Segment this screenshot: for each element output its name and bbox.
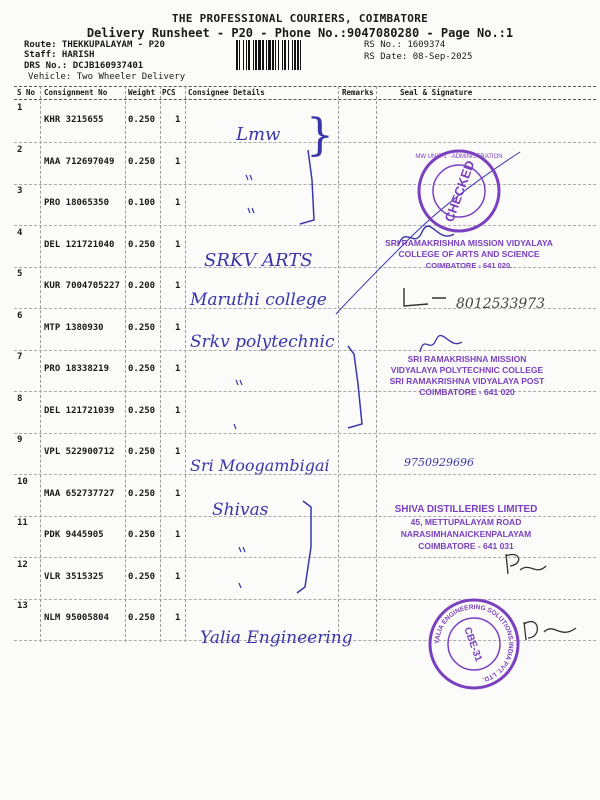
cell-consignment: DEL 121721040 xyxy=(44,239,115,250)
signature-4 xyxy=(500,548,550,578)
signature-3 xyxy=(416,332,466,356)
cell-consignment: KHR 3215655 xyxy=(44,115,104,125)
cell-pcs: 1 xyxy=(175,364,181,374)
cell-pcs: 1 xyxy=(175,447,181,457)
cell-pcs: 1 xyxy=(175,571,181,582)
cell-sno: 3 xyxy=(17,186,23,196)
yalia-stamp xyxy=(426,596,522,692)
col-remarks: Remarks xyxy=(342,88,374,97)
cell-pcs: 1 xyxy=(175,405,181,416)
handwriting-yalia: Yalia Engineering xyxy=(200,628,353,648)
cell-sno: 9 xyxy=(17,435,23,445)
rs-number: RS No.: 1609374 xyxy=(364,40,446,50)
handwriting-maruthi: Maruthi college xyxy=(190,290,327,310)
handwriting-moogambigai: Sri Moogambigai xyxy=(190,456,330,475)
cell-consignment: DEL 121721039 xyxy=(44,405,115,416)
ditto-bracket xyxy=(240,120,330,230)
ditto-bracket-2 xyxy=(230,340,370,440)
company-name: THE PROFESSIONAL COURIERS, COIMBATORE xyxy=(171,12,429,25)
rs-date: RS Date: 08-Sep-2025 xyxy=(364,52,473,62)
yalia-ring-text: YALIA ENGINEERING SOLUTIONS INDIA PVT. LTD. xyxy=(433,603,515,683)
col-consignment: Consignment No xyxy=(44,88,108,97)
cell-consignment: PRO 18065350 xyxy=(44,198,110,208)
cell-consignment: VLR 3515325 xyxy=(44,571,104,582)
col-pcs: PCS xyxy=(162,88,176,97)
col-consignee: Consignee Details xyxy=(188,88,265,97)
checked-stamp xyxy=(414,146,504,236)
cell-sno: 12 xyxy=(17,559,28,570)
handwriting-srkv-poly: Srkv polytechnic xyxy=(190,332,335,352)
brace-mark: } xyxy=(306,110,334,161)
cell-pcs: 1 xyxy=(175,198,181,208)
cell-weight: 0.250 xyxy=(128,156,156,167)
cell-weight: 0.200 xyxy=(128,281,156,291)
yalia-center-text: CBE-31 xyxy=(461,625,484,664)
cell-pcs: 1 xyxy=(175,239,181,250)
cell-weight: 0.100 xyxy=(128,198,156,208)
cell-pcs: 1 xyxy=(175,115,181,125)
ditto-bracket-3 xyxy=(225,495,335,605)
cell-sno: 6 xyxy=(17,310,23,321)
cell-consignment: VPL 522900712 xyxy=(44,447,115,457)
cell-weight: 0.250 xyxy=(128,571,156,582)
cell-weight: 0.250 xyxy=(128,530,156,540)
drs-number: DRS No.: DCJB160937401 xyxy=(24,61,144,71)
signature-phone-2: 9750929696 xyxy=(404,456,474,469)
runsheet-title: Delivery Runsheet - P20 - Phone No.:9047080280 - Page No.:1 xyxy=(86,26,514,40)
handwriting-shivas: Shivas xyxy=(212,500,269,520)
cell-weight: 0.250 xyxy=(128,405,156,416)
college-arts-stamp: SRI RAMAKRISHNA MISSION VIDYALAYA COLLEGE OF ARTS AND SCIENCE COIMBATORE - 641 020. xyxy=(385,238,553,270)
col-weight: Weight xyxy=(128,88,156,97)
cell-weight: 0.250 xyxy=(128,488,156,499)
cell-consignment: MAA 712697049 xyxy=(44,156,115,167)
col-seal: Seal & Signature xyxy=(400,88,473,97)
cell-sno: 2 xyxy=(17,144,23,155)
cell-pcs: 1 xyxy=(175,156,181,167)
table-header xyxy=(14,86,596,100)
cell-sno: 13 xyxy=(17,601,28,611)
signature-5 xyxy=(520,614,580,644)
cell-pcs: 1 xyxy=(175,322,181,333)
checked-ring-text: MW UNIT-1 · ADMINISTRATION xyxy=(415,154,503,160)
cell-weight: 0.250 xyxy=(128,364,156,374)
barcode xyxy=(236,40,360,70)
cell-consignment: MAA 652737727 xyxy=(44,488,115,499)
cell-sno: 5 xyxy=(17,269,23,279)
checked-word: CHECKED xyxy=(441,158,478,224)
vehicle-text: Vehicle: Two Wheeler Delivery xyxy=(28,72,186,82)
staff-text: Staff: HARISH xyxy=(24,50,95,60)
cell-weight: 0.250 xyxy=(128,239,156,250)
cell-sno: 7 xyxy=(17,352,23,362)
cell-sno: 8 xyxy=(17,393,23,404)
signature-phone-1: 8012533973 xyxy=(456,296,546,312)
polytechnic-stamp: SRI RAMAKRISHNA MISSION VIDYALAYA POLYTECHNIC COLLEGE SRI RAMAKRISHNA VIDYALAYA POST COIMBATORE - 641 020 xyxy=(389,354,545,397)
col-sno: S No xyxy=(17,88,36,97)
cell-pcs: 1 xyxy=(175,613,181,623)
cell-pcs: 1 xyxy=(175,281,181,291)
handwriting-srkv-arts: SRKV ARTS xyxy=(204,250,313,271)
cell-consignment: MTP 1380930 xyxy=(44,322,104,333)
cell-sno: 4 xyxy=(17,227,23,238)
cell-weight: 0.250 xyxy=(128,613,156,623)
cell-weight: 0.250 xyxy=(128,115,156,125)
cell-weight: 0.250 xyxy=(128,447,156,457)
cell-consignment: NLM 95005804 xyxy=(44,613,110,623)
cell-weight: 0.250 xyxy=(128,322,156,333)
cell-pcs: 1 xyxy=(175,530,181,540)
handwriting-lmw: Lmw xyxy=(236,124,281,145)
cell-consignment: KUR 7004705227 xyxy=(44,281,120,291)
cell-sno: 1 xyxy=(17,103,23,113)
cell-sno: 11 xyxy=(17,518,28,528)
barcode-bar xyxy=(301,40,304,70)
distillery-stamp: SHIVA DISTILLERIES LIMITED 45, METTUPALAYAM ROAD NARASIMHANAICKENPALAYAM COIMBATORE - 641 031 xyxy=(394,504,538,551)
cell-consignment: PDK 9445905 xyxy=(44,530,104,540)
cell-consignment: PRO 18338219 xyxy=(44,364,110,374)
cell-sno: 10 xyxy=(17,476,28,487)
cell-pcs: 1 xyxy=(175,488,181,499)
route-text: Route: THEKKUPALAYAM - P20 xyxy=(24,40,165,50)
